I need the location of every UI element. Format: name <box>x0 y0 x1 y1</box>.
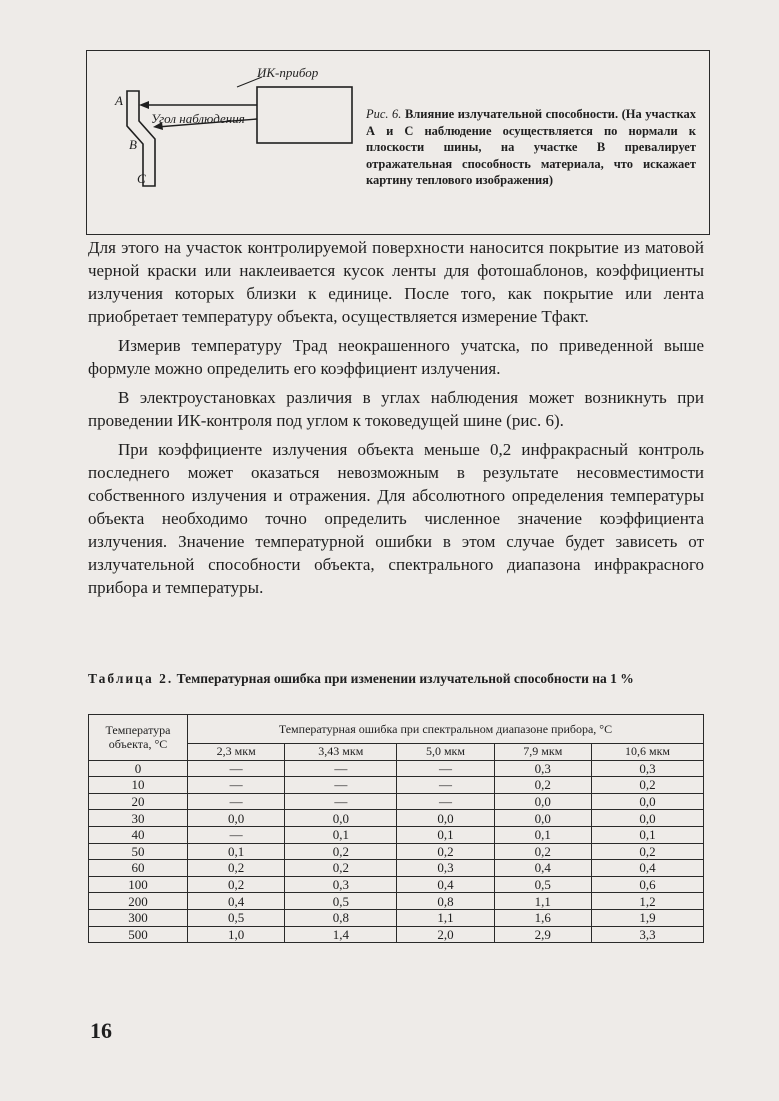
temperature-cell: 0 <box>89 760 188 777</box>
paragraph-3: В электроустановках различия в углах наблюдения может возникнуть при проведении ИК-контроля под углом к токоведущей шине (рис. 6). <box>88 388 704 430</box>
label-b: В <box>129 137 137 152</box>
angle-label: Угол наблюдения <box>151 111 245 126</box>
error-cell: 0,4 <box>494 860 591 877</box>
label-c: С <box>137 171 146 186</box>
error-cell: 0,2 <box>188 860 285 877</box>
error-cell: 2,0 <box>397 926 494 943</box>
error-cell: — <box>397 777 494 794</box>
band-header: 5,0 мкм <box>397 744 494 761</box>
figure-caption <box>366 106 696 189</box>
error-cell: — <box>397 760 494 777</box>
figure-caption-text: Влияние излучательной способности. (На участках А и С наблюдение осуществляется по нормали к плоскости шины, на участке В превалирует отражательная способность материала, что искажает картину теплового изображения) <box>366 107 697 187</box>
error-cell: 1,4 <box>285 926 397 943</box>
error-cell: — <box>188 826 285 843</box>
error-cell: 0,3 <box>591 760 703 777</box>
table-row <box>89 909 704 926</box>
error-cell: 1,6 <box>494 909 591 926</box>
error-cell: 1,1 <box>397 909 494 926</box>
ir-device-shape <box>257 87 352 143</box>
device-label: ИК-прибор <box>257 65 319 80</box>
error-cell: 0,1 <box>397 826 494 843</box>
error-cell: 0,0 <box>591 810 703 827</box>
error-cell: 0,2 <box>591 843 703 860</box>
error-cell: 0,0 <box>591 793 703 810</box>
error-cell: 0,5 <box>494 876 591 893</box>
body-text <box>88 236 704 599</box>
table-label: Таблица 2. <box>88 671 174 686</box>
table-row <box>89 826 704 843</box>
error-cell: 0,1 <box>285 826 397 843</box>
error-cell: 0,0 <box>494 793 591 810</box>
temperature-cell: 60 <box>89 860 188 877</box>
table-row <box>89 843 704 860</box>
error-cell: — <box>285 777 397 794</box>
table-row <box>89 777 704 794</box>
error-cell: 0,0 <box>494 810 591 827</box>
temperature-cell: 100 <box>89 876 188 893</box>
error-cell: — <box>285 760 397 777</box>
error-cell: 0,1 <box>494 826 591 843</box>
error-cell: 1,9 <box>591 909 703 926</box>
table-title-text: Температурная ошибка при изменении излучательной способности на 1 % <box>176 671 634 686</box>
error-cell: 0,0 <box>188 810 285 827</box>
error-cell: 0,2 <box>285 860 397 877</box>
error-cell: — <box>285 793 397 810</box>
error-cell: — <box>188 760 285 777</box>
error-cell: — <box>188 793 285 810</box>
error-cell: 0,2 <box>188 876 285 893</box>
error-cell: 0,2 <box>494 843 591 860</box>
paragraph-1: Для этого на участок контролируемой поверхности наносится покрытие из матовой черной краски или наклеивается кусок ленты для фотошаблонов, коэффициенты излучения которых близки к единице. После того, как покрытие или лента приобретает температуру объекта, осуществляется измерение Тфакт. <box>88 238 704 326</box>
table-row <box>89 876 704 893</box>
temperature-cell: 200 <box>89 893 188 910</box>
figure-label: Рис. 6. <box>366 107 402 121</box>
error-cell: 0,2 <box>397 843 494 860</box>
error-cell: 0,2 <box>285 843 397 860</box>
band-header: 3,43 мкм <box>285 744 397 761</box>
error-cell: 0,6 <box>591 876 703 893</box>
error-cell: 0,5 <box>188 909 285 926</box>
temperature-cell: 500 <box>89 926 188 943</box>
table-title <box>88 670 704 687</box>
error-cell: 0,3 <box>285 876 397 893</box>
error-cell: 0,3 <box>397 860 494 877</box>
error-cell: 0,4 <box>397 876 494 893</box>
band-header: 7,9 мкм <box>494 744 591 761</box>
error-cell: 1,1 <box>494 893 591 910</box>
col-temperature-header: Температура объекта, °С <box>89 715 188 761</box>
temperature-cell: 50 <box>89 843 188 860</box>
error-cell: 0,1 <box>188 843 285 860</box>
error-cell: 0,5 <box>285 893 397 910</box>
table-row <box>89 926 704 943</box>
temperature-cell: 20 <box>89 793 188 810</box>
error-cell: 0,1 <box>591 826 703 843</box>
error-cell: 0,2 <box>591 777 703 794</box>
arrow-head-icon <box>139 101 149 109</box>
bus-diagram <box>87 51 367 231</box>
error-cell: 3,3 <box>591 926 703 943</box>
band-header: 2,3 мкм <box>188 744 285 761</box>
temperature-cell: 10 <box>89 777 188 794</box>
table-row <box>89 810 704 827</box>
error-cell: 0,2 <box>494 777 591 794</box>
temperature-error-table <box>88 714 704 943</box>
table-row <box>89 793 704 810</box>
error-cell: 1,0 <box>188 926 285 943</box>
table-row <box>89 760 704 777</box>
error-cell: 2,9 <box>494 926 591 943</box>
table-body <box>89 760 704 943</box>
error-cell: — <box>188 777 285 794</box>
error-cell: 0,8 <box>397 893 494 910</box>
error-cell: 0,0 <box>397 810 494 827</box>
error-cell: 0,4 <box>188 893 285 910</box>
temperature-cell: 30 <box>89 810 188 827</box>
temperature-cell: 40 <box>89 826 188 843</box>
paragraph-2: Измерив температуру Трад неокрашенного учатска, по приведенной выше формуле можно определить его коэффициент излучения. <box>88 336 704 378</box>
error-cell: — <box>397 793 494 810</box>
error-cell: 0,4 <box>591 860 703 877</box>
temperature-cell: 300 <box>89 909 188 926</box>
page-number: 16 <box>90 1018 112 1043</box>
table-row <box>89 860 704 877</box>
band-header: 10,6 мкм <box>591 744 703 761</box>
col-group-header: Температурная ошибка при спектральном диапазоне прибора, °С <box>188 715 704 744</box>
paragraph-4: При коэффициенте излучения объекта меньше 0,2 инфракрасный контроль последнего может оказаться невозможным в результате несовместимости собственного излучения и отражения. Для абсолютного определения температуры объекта необходимо точно определить численное значение коэффициента излучения. Значение температурной ошибки в этом случае будет зависеть от излучательной способности объекта, спектрального диапазона инфракрасного прибора и температуры. <box>88 440 704 597</box>
error-cell: 0,8 <box>285 909 397 926</box>
label-a: А <box>115 93 123 108</box>
table-row <box>89 893 704 910</box>
error-cell: 0,3 <box>494 760 591 777</box>
error-cell: 0,0 <box>285 810 397 827</box>
error-cell: 1,2 <box>591 893 703 910</box>
